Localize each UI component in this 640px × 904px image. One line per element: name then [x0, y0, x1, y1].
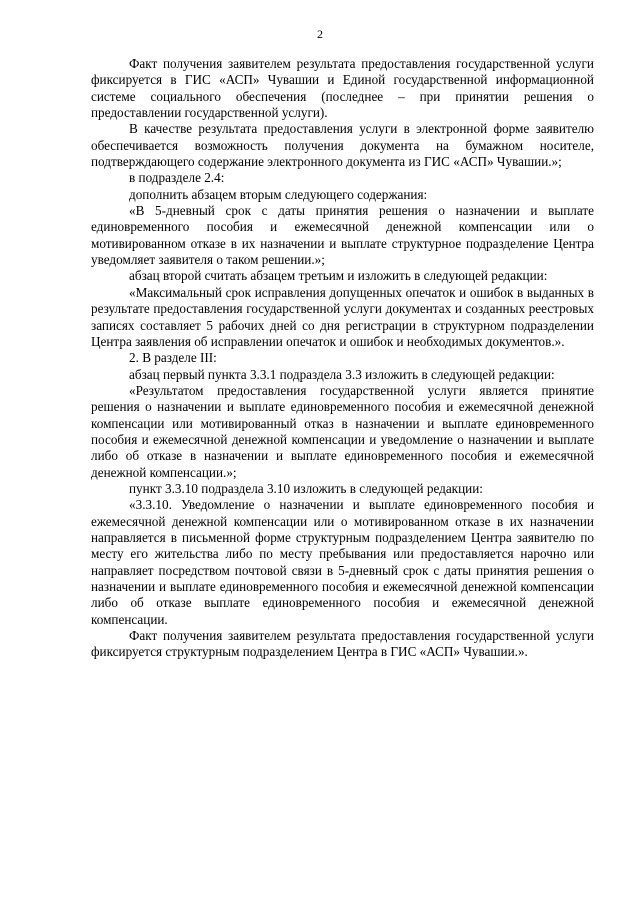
- paragraph: Факт получения заявителем результата предоставления государственной услуги фиксируется в ГИС «АСП» Чувашии и Единой государственной информационной системе социального обеспечения (последнее – при принятии решения о предоставлении государственной услуги).: [91, 56, 594, 121]
- paragraph: «Результатом предоставления государственной услуги является принятие решения о назначении и выплате единовременного пособия и ежемесячной денежной компенсации или мотивированный отказ в назначении и выплате единовременного пособия и ежемесячной денежной компенсации и уведомление о назначении и выплате либо об отказе в назначении и выплате единовременного пособия и ежемесячной денежной компенсации.»;: [91, 382, 594, 480]
- paragraph: абзац второй считать абзацем третьим и изложить в следующей редакции:: [129, 268, 548, 284]
- paragraph: В качестве результата предоставления услуги в электронной форме заявителю обеспечивается возможность получения документа на бумажном носителе, подтверждающего содержание электронного документа из ГИС «АСП» Чувашии.»;: [91, 121, 594, 170]
- paragraph: Факт получения заявителем результата предоставления государственной услуги фиксируется структурным подразделением Центра в ГИС «АСП» Чувашии.».: [91, 628, 594, 660]
- paragraph: дополнить абзацем вторым следующего содержания:: [129, 186, 428, 202]
- paragraph: в подразделе 2.4:: [129, 170, 225, 186]
- page-number: 2: [317, 27, 323, 41]
- paragraph: «3.3.10. Уведомление о назначении и выплате единовременного пособия и ежемесячной денежной компенсации или о мотивированном отказе в их назначении направляется в письменной форме структурным подразделением Центра заявителю по месту его жительства либо по месту пребывания или предоставляется нарочно или направляет посредством почтовой связи в 5-дневный срок с даты принятия решения о назначении и выплате единовременного пособия и ежемесячной денежной компенсации либо об отказе выплате единовременного пособия и ежемесячной денежной компенсации.: [91, 497, 594, 627]
- paragraph: абзац первый пункта 3.3.1 подраздела 3.3 изложить в следующей редакции:: [129, 366, 555, 382]
- paragraph: «В 5-дневный срок с даты принятия решения о назначении и выплате единовременного пособия и ежемесячной денежной компенсации или о мотивированном отказе в их назначении и выплате структурное подразделение Центра уведомляет заявителя о таком решении.»;: [91, 203, 594, 268]
- paragraph: пункт 3.3.10 подраздела 3.10 изложить в следующей редакции:: [129, 480, 483, 496]
- document-body: [91, 56, 594, 661]
- paragraph: 2. В разделе III:: [129, 350, 217, 366]
- paragraph: «Максимальный срок исправления допущенных опечаток и ошибок в выданных в результате предоставления государственной услуги документах и созданных реестровых записях составляет 5 рабочих дней со дня регистрации в структурном подразделении Центра заявления об исправлении опечаток и ошибок и необходимых документов.».: [91, 284, 594, 349]
